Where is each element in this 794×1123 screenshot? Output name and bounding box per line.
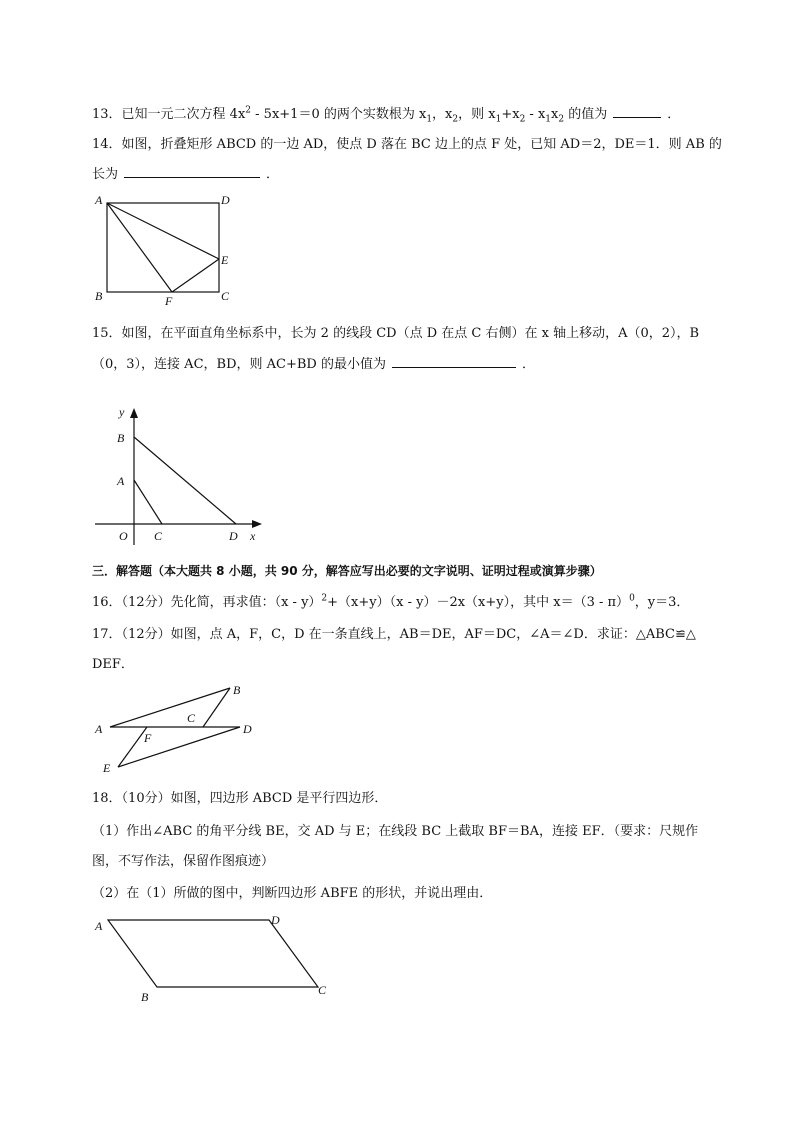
question-14-line1: 14．如图，折叠矩形 ABCD 的一边 AD，使点 D 落在 BC 边上的点 F 处，已知 AD＝2，DE＝1．则 AB 的 (92, 137, 722, 152)
q18-label-B: B (141, 990, 149, 1004)
q17-label-C: C (187, 711, 196, 725)
question-15-line1: 15．如图，在平面直角坐标系中，长为 2 的线段 CD（点 D 在点 C 右侧）在 x 轴上移动，A（0，2），B (92, 326, 700, 341)
q17-label-B: B (233, 683, 241, 697)
q17-label-E: E (103, 761, 111, 775)
question-18-line2: （1）作出∠ABC 的角平分线 BE，交 AD 与 E；在线段 BC 上截取 BF＝BA，连接 EF．（要求：尺规作 (92, 824, 699, 839)
q15-label-B: B (117, 431, 125, 445)
q14-label-B: B (95, 289, 103, 303)
question-18-line1: 18．（10分）如图，四边形 ABCD 是平行四边形． (92, 791, 388, 806)
q15-label-A: A (117, 474, 125, 488)
q14-label-D: D (221, 193, 230, 207)
question-14-line2: 长为 ． (92, 167, 280, 182)
q15-label-C: C (154, 529, 163, 543)
q15-label-x: x (250, 529, 256, 543)
q15-label-y: y (119, 405, 125, 419)
q17-label-F: F (144, 731, 152, 745)
q17-label-A: A (95, 722, 103, 736)
q14-label-C: C (221, 289, 230, 303)
q17-label-D: D (243, 722, 252, 736)
question-18-line4: （2）在（1）所做的图中，判断四边形 ABFE 的形状，并说出理由． (92, 886, 493, 901)
question-17-line2: DEF． (92, 657, 134, 672)
question-16: 16．（12分）先化简，再求值：（x - y）$^2$+（x+y）（x - y）－2x（x+y），其中 x＝（3 - π）$^0$，y＝3． (92, 593, 690, 610)
q18-label-A: A (95, 919, 103, 933)
question-15-line2: （0，3），连接 AC，BD，则 AC+BD 的最小值为 ． (92, 357, 535, 372)
section-3-heading: 三．解答题（本大题共 8 小题，共 90 分，解答应写出必要的文字说明、证明过程或演算步骤） (92, 564, 602, 578)
q14-label-F: F (165, 294, 173, 308)
question-17-line1: 17．（12分）如图，点 A，F，C，D 在一条直线上，AB＝DE，AF＝DC，∠A＝∠D．求证：△ABC≌△ (92, 627, 696, 642)
q18-label-D: D (271, 913, 280, 927)
question-18-line3: 图，不写作法，保留作图痕迹） (92, 854, 275, 869)
q15-label-D: D (229, 529, 238, 543)
q18-label-C: C (318, 983, 327, 997)
q14-label-A: A (95, 193, 103, 207)
question-13: 13．已知一元二次方程 $4x^2 - 5x+1=0$ 的两个实数根为 $x_1$，$x_2$，则 $x_1+x_2 - x_1x_2$ 的值为 ． (92, 105, 681, 125)
q15-label-O: O (119, 529, 128, 543)
q14-label-E: E (221, 253, 229, 267)
